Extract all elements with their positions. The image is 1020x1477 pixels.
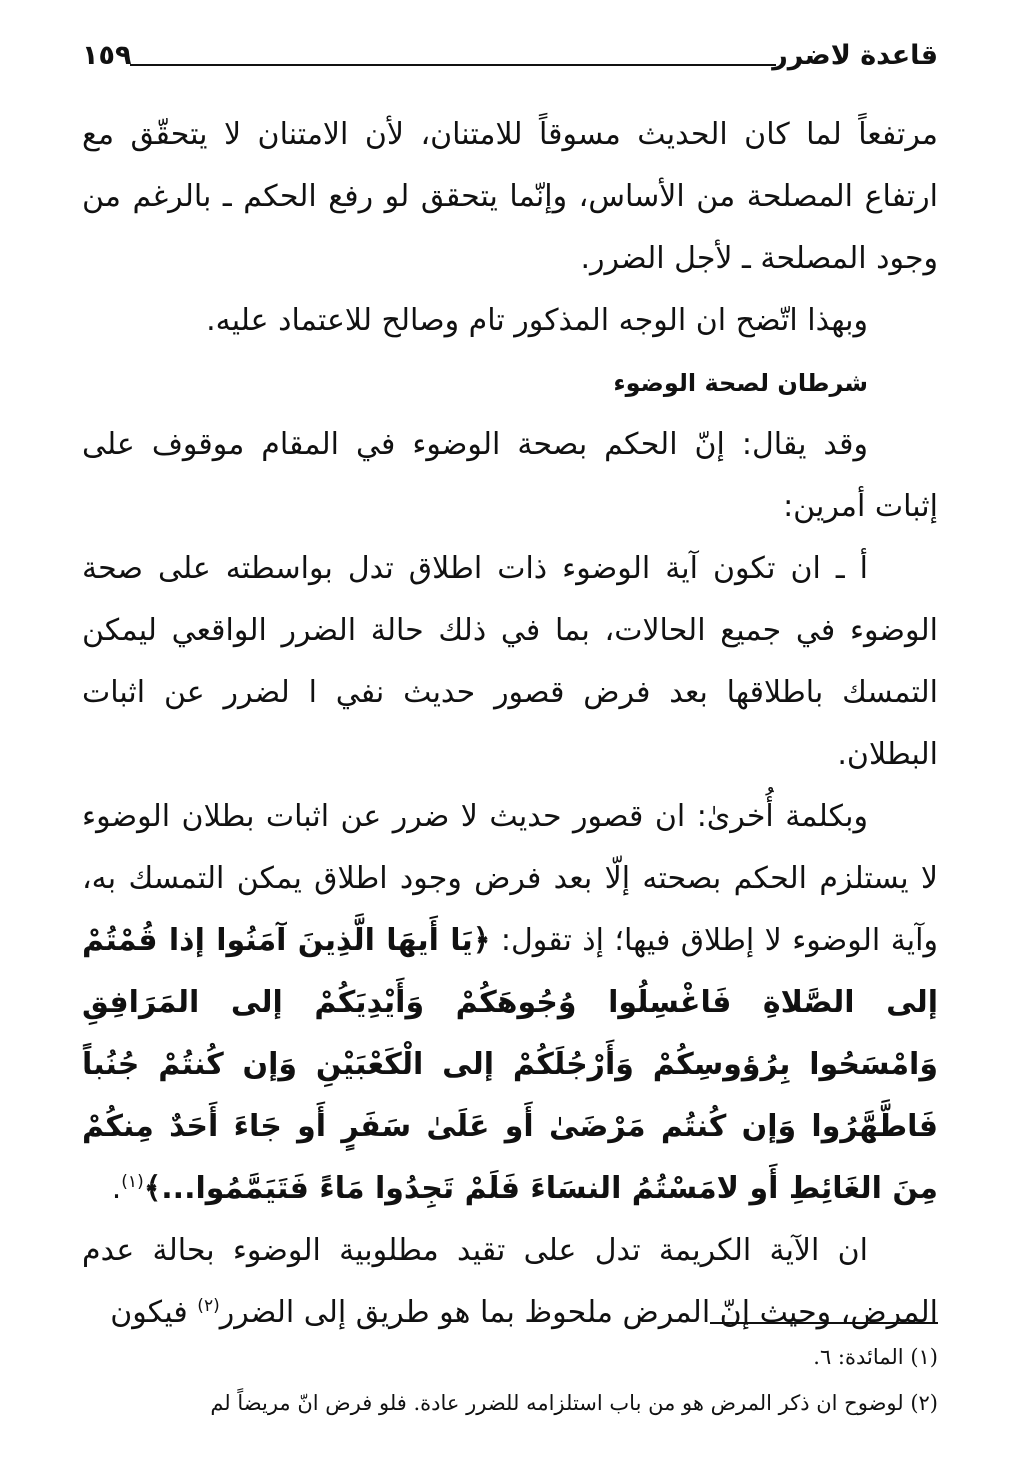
footnote-ref-1[interactable]: (١) xyxy=(121,1172,144,1192)
paragraph-5 xyxy=(82,786,938,1220)
footnotes xyxy=(82,1334,938,1426)
paragraph-6 xyxy=(82,1220,938,1344)
paragraph-2: وبهذا اتّضح ان الوجه المذكور تام وصالح للاعتماد عليه. xyxy=(206,303,868,338)
quran-verse: ﴿يَا أَيهَا الَّذِينَ آمَنُوا إذا قُمْتُمْ إلى الصَّلاةِ فَاغْسِلُوا وُجُوهَكُمْ وَأَيْدِيَكُمْ إلى المَرَافِقِ وَامْسَحُوا بِرُؤوسِكُمْ وَأَرْجُلَكُمْ إلى الْكَعْبَيْنِ وَإن كُنتُمْ جُنُباً فَاطَّهَّرُوا وَإن كُنتُم مَرْضَىٰ أَو عَلَىٰ سَفَرٍ أَو جَاءَ أَحَدٌ مِنكُمْ مِنَ الغَائِطِ أَو لامَسْتُمُ النسَاءَ فَلَمْ تَجِدُوا مَاءً فَتَيَمَّمُوا...﴾ xyxy=(82,923,938,1206)
paragraph-4: أ ـ ان تكون آية الوضوء ذات اطلاق تدل بواسطته على صحة الوضوء في جميع الحالات، بما في ذلك حالة الضرر الواقعي ليمكن التمسك باطلاقها بعد فرض قصور حديث نفي ا لضرر عن اثبات البطلان. xyxy=(82,551,938,772)
paragraph-5-text: وبكلمة أُخرىٰ: ان قصور حديث لا ضرر عن اثبات بطلان الوضوء لا يستلزم الحكم بصحته إلّا بعد فرض وجود اطلاق يمكن التمسك به، وآية الوضوء لا إطلاق فيها؛ إذ تقول: xyxy=(82,799,938,958)
footnote-2: (٢) لوضوح ان ذكر المرض هو من باب استلزامه للضرر عادة. فلو فرض انّ مريضاً لم xyxy=(210,1391,938,1415)
footnote-1: (١) المائدة: ٦. xyxy=(813,1345,938,1369)
page-number: ١٥٩ xyxy=(82,40,132,71)
paragraph-6-text: ان الآية الكريمة تدل على تقيد مطلوبية الوضوء بحالة عدم المرض، وحيث إنّ المرض ملحوظ بما هو طريق إلى الضرر xyxy=(82,1233,938,1330)
footnote-separator xyxy=(710,1322,938,1324)
paragraph-5-end: . xyxy=(111,1171,122,1206)
section-heading: شرطان لصحة الوضوء xyxy=(613,369,868,397)
paragraph-3: وقد يقال: إنّ الحكم بصحة الوضوء في المقام موقوف على إثبات أمرين: xyxy=(82,427,938,524)
paragraph-6-end: فيكون xyxy=(110,1295,198,1330)
paragraph-1: مرتفعاً لما كان الحديث مسوقاً للامتنان، لأن الامتنان لا يتحقّق مع ارتفاع المصلحة من الأساس، وإنّما يتحقق لو رفع الحكم ـ بالرغم من وجود المصلحة ـ لأجل الضرر. xyxy=(82,117,938,276)
running-title: قاعدة لاضرر xyxy=(772,40,938,71)
page-header xyxy=(82,40,938,84)
footnote-ref-2[interactable]: (٢) xyxy=(197,1296,220,1316)
header-rule xyxy=(130,64,776,66)
page-body xyxy=(82,104,938,1344)
